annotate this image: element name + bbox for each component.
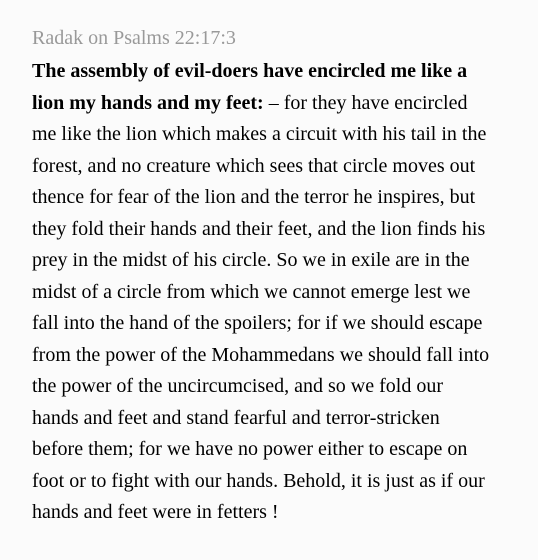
commentary-body: – for they have encircled me like the lion which makes a circuit with his tail in the forest, and no creature which sees that circle moves out thence for fear of the lion and the terror he inspires, but they fold their hands and their feet, and the lion finds his prey in the midst of his circle. So we in exile are in the midst of a circle from which we cannot emerge lest we fall into the hand of the spoilers; for if we should escape from the power of the Mohammedans we should fall into the power of the uncircumcised, and so we fold our hands and feet and stand fearful and terror-stricken before them; for we have no power either to escape on foot or to fight with our hands. Behold, it is just as if our hands and feet were in fetters !: [32, 91, 490, 523]
commentary-lemma: The assembly of evil-doers have encircled me like a lion my hands and my feet:: [32, 60, 468, 114]
commentary-panel: [32, 24, 494, 529]
commentary-reference-title[interactable]: Radak on Psalms 22:17:3: [32, 27, 236, 49]
commentary-text: [32, 56, 494, 529]
